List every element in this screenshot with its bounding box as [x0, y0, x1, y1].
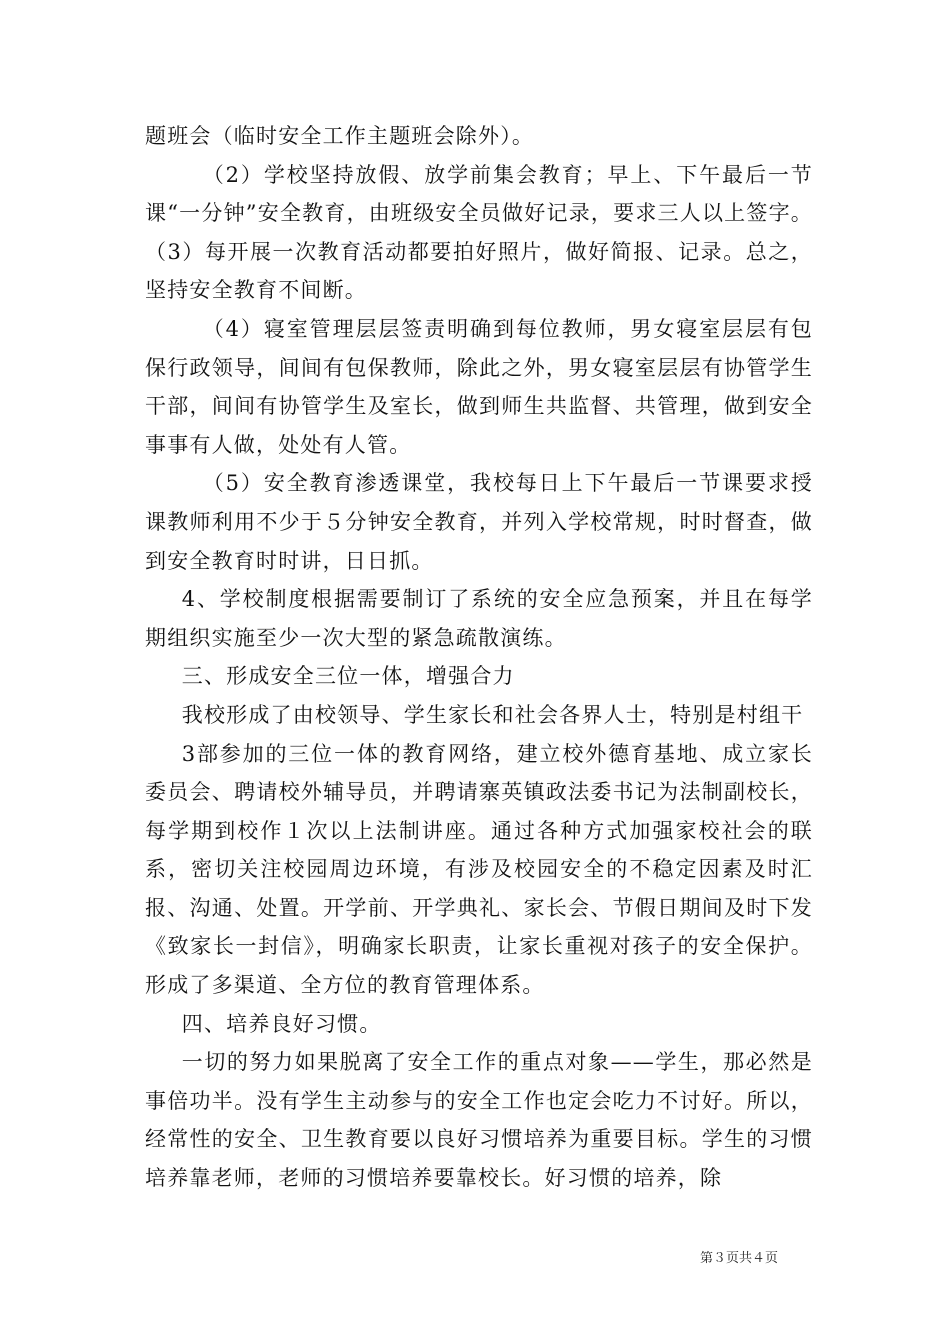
paragraph-4: （5）安全教育渗透课堂，我校每日上下午最后一节课要求授课教师利用不少于５分钟安全教育，并列入学校常规，时时督查，做到安全教育时时讲，日日抓。: [145, 471, 813, 573]
section-heading-4: 四、培养良好习惯。: [181, 1011, 382, 1036]
paragraph-7: 3部参加的三位一体的教育网络，建立校外德育基地、成立家长委员会、聘请校外辅导员，并聘请寨英镇政法委书记为法制副校长，每学期到校作１次以上法制讲座。通过各种方式加强家校社会的联系，密切关注校园周边环境，有涉及校园安全的不稳定因素及时汇报、沟通、处置。开学前、开学典礼、家长会、节假日期间及时下发《致家长一封信》，明确家长职责，让家长重视对孩子的安全保护。形成了多渠道、全方位的教育管理体系。: [145, 741, 813, 998]
paragraph-3: （4）寝室管理层层签责明确到每位教师，男女寝室层层有包保行政领导，间间有包保教师，除此之外，男女寝室层层有协管学生干部，间间有协管学生及室长，做到师生共监督、共管理，做到安全事事有人做，处处有人管。: [145, 316, 813, 457]
paragraph-8: 一切的努力如果脱离了安全工作的重点对象——学生，那必然是事倍功半。没有学生主动参与的安全工作也定会吃力不讨好。所以，经常性的安全、卫生教育要以良好习惯培养为重要目标。学生的习惯培养靠老师，老师的习惯培养要靠校长。好习惯的培养，除: [145, 1050, 813, 1191]
paragraph-5: 4、学校制度根据需要制订了系统的安全应急预案，并且在每学期组织实施至少一次大型的紧急疏散演练。: [145, 587, 813, 650]
paragraph-1: 题班会（临时安全工作主题班会除外）。: [145, 124, 535, 148]
paragraph-6: 我校形成了由校领导、学生家长和社会各界人士，特别是村组干: [181, 702, 804, 727]
section-heading-3: 三、形成安全三位一体，增强合力: [181, 664, 515, 689]
paragraph-2: （2）学校坚持放假、放学前集会教育；早上、下午最后一节课“一分钟”安全教育，由班级安全员做好记录，要求三人以上签字。（3）每开展一次教育活动都要拍好照片，做好简报、记录。总之，坚持安全教育不间断。: [145, 162, 813, 303]
document-body: [145, 117, 813, 1198]
page-number-footer: 第３页共４页: [700, 1251, 779, 1266]
